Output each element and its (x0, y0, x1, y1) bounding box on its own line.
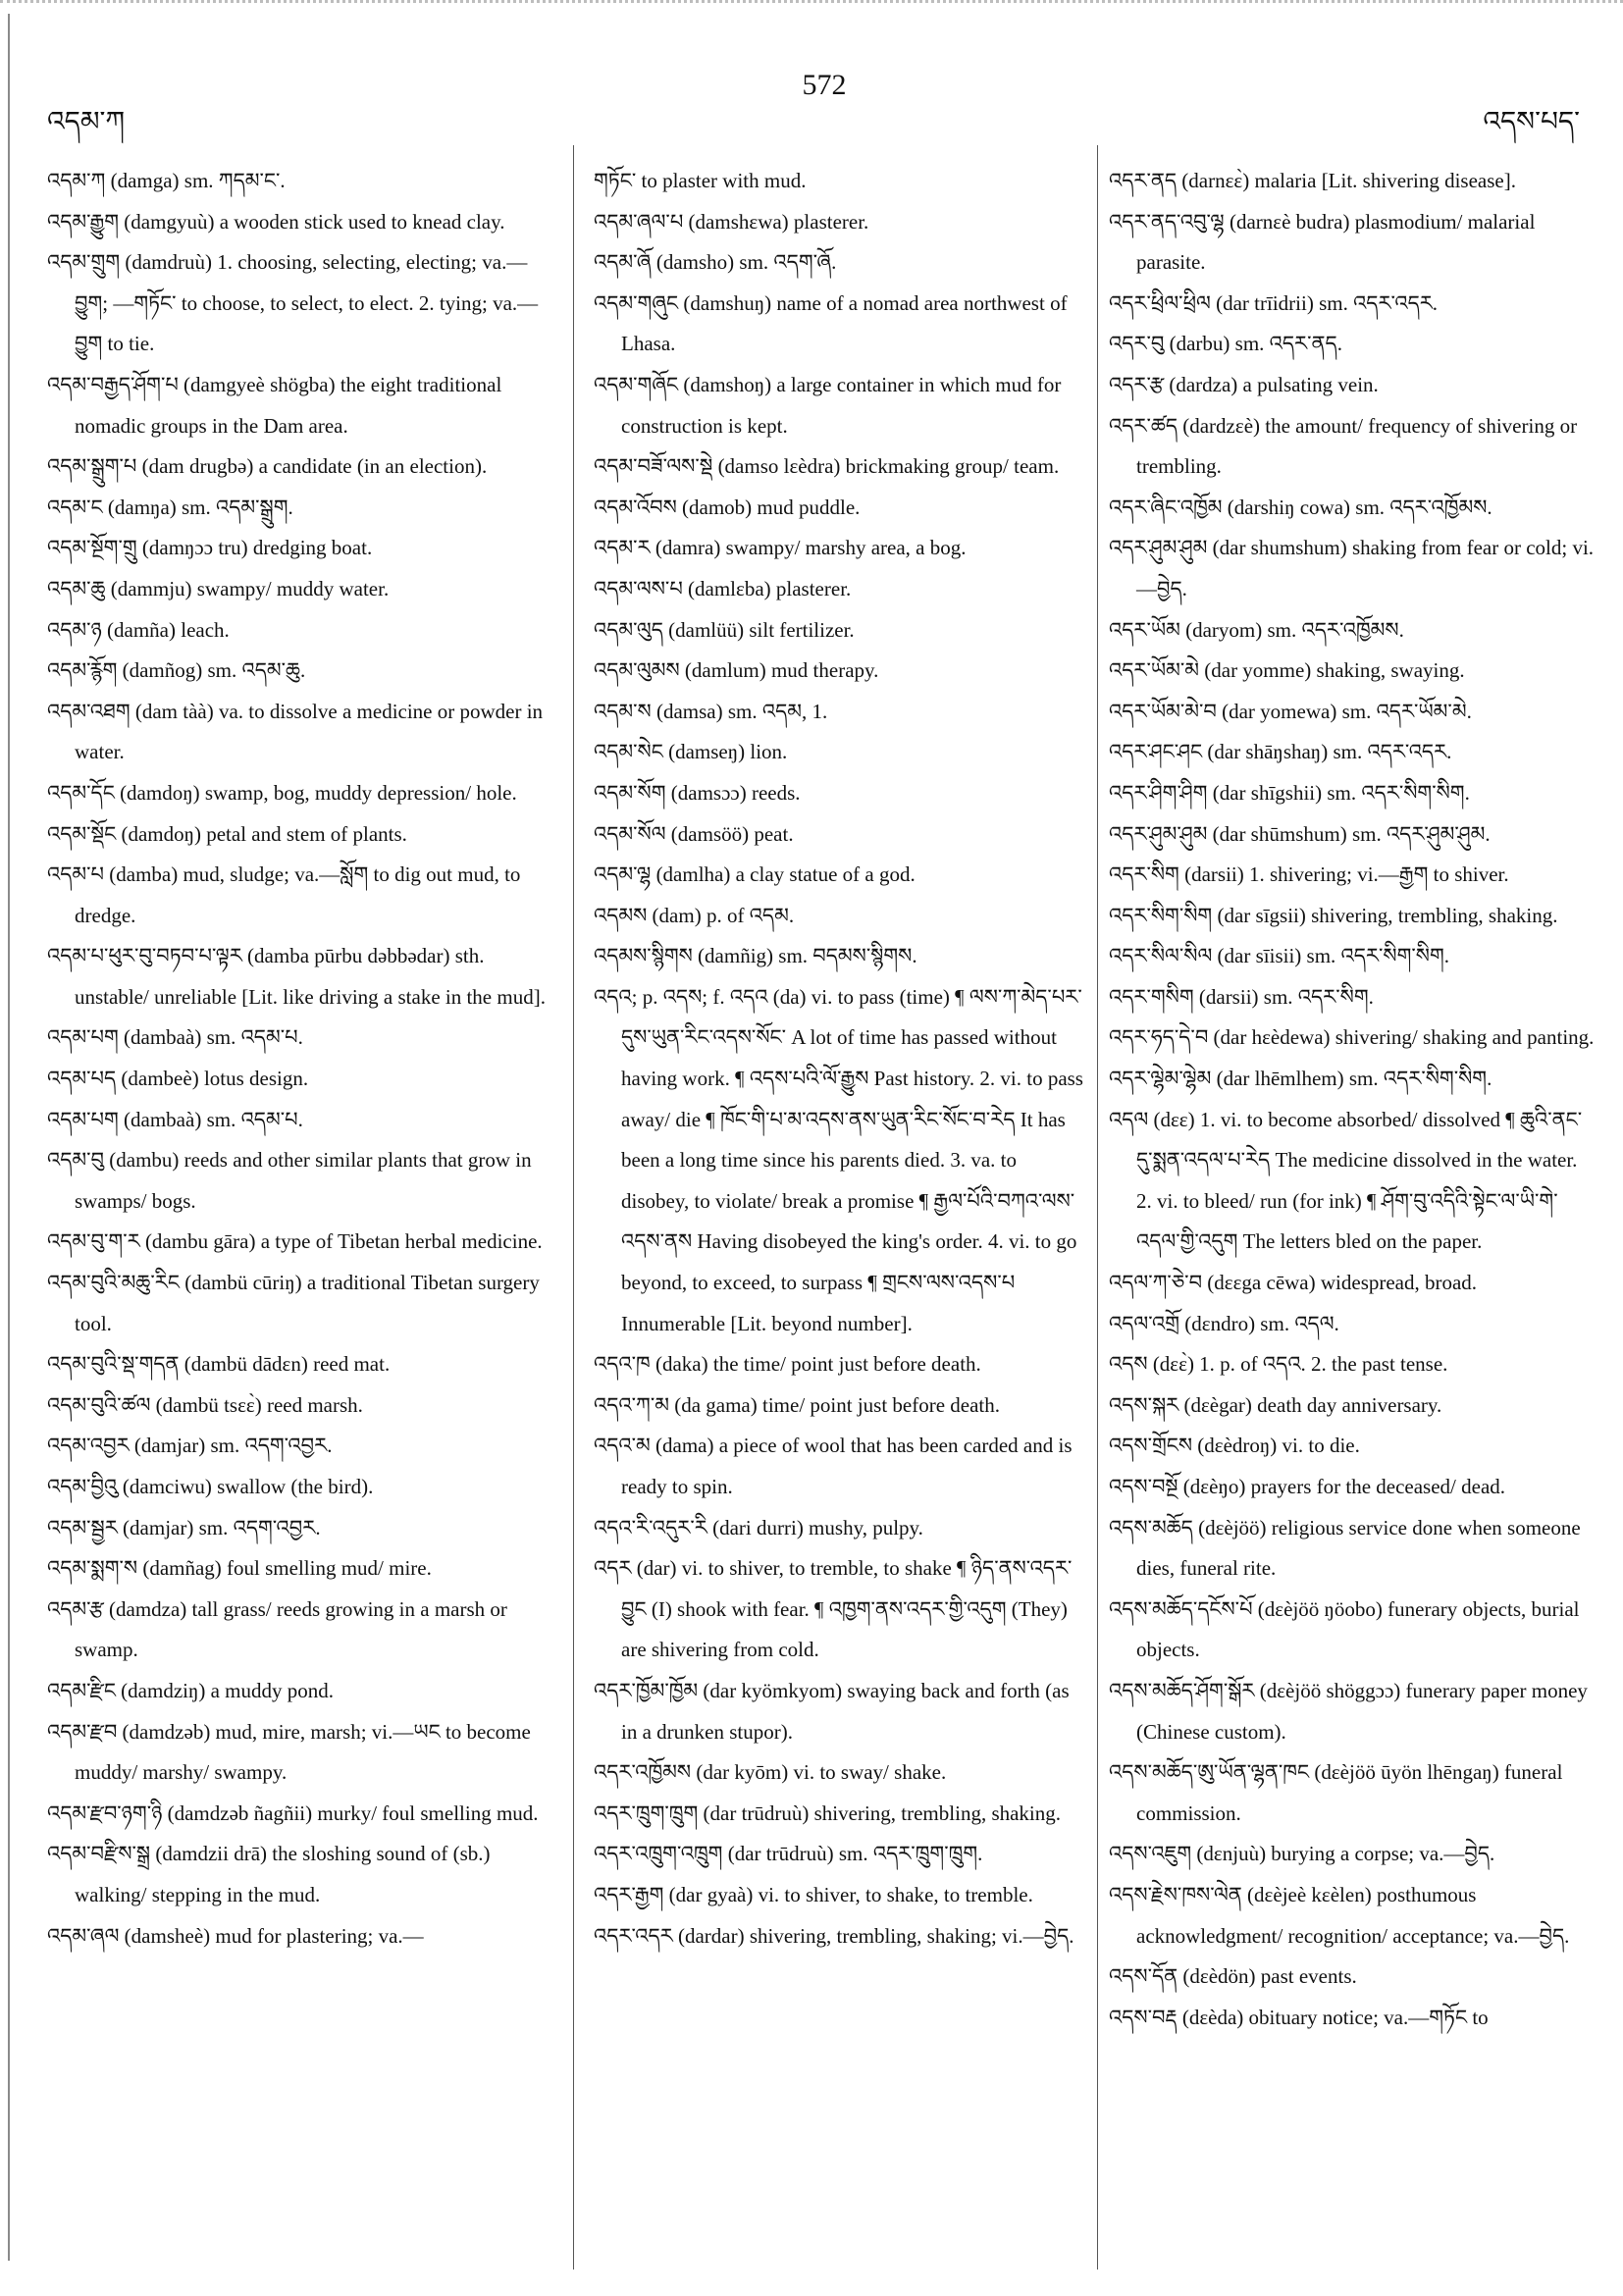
column-1 (47, 161, 557, 1957)
dictionary-entry: འདས་སྐར (dɛègar) death day anniversary. (1109, 1392, 1442, 1417)
dictionary-entry: འདམ་འབྱར (damjar) sm. འདག་འབྱར. (47, 1434, 333, 1458)
dictionary-entry: འདམ་ལུད (damlüü) silt fertilizer. (594, 617, 855, 642)
dictionary-entry: འདམ་ཀ (damga) sm. ཀདམ་ང་. (47, 169, 286, 192)
dictionary-entry: འདམ་སྔོག་གྲུ (damŋɔɔ tru) dredging boat. (47, 536, 373, 560)
dictionary-entry: འདར་ཤུམ་ཤུམ (dar shūmshum) sm. འདར་ཤུམ་ཤུམ. (1109, 821, 1491, 846)
dictionary-entry: འདའ; p. འདས; f. འདའ (da) vi. to pass (time) ¶ ལས་ཀ་མེད་པར་དུས་ཡུན་རིང་འདས་སོང་ A lot of time has passed without having work. ¶ འདས་པའི་ལོ་རྒྱུས Past history. 2. vi. to pass away/ die ¶ ཁོང་གི་པ་མ་འདས་ནས་ཡུན་རིང་སོང་བ་རེད It has been a long time since his parents died. 3. va. to disobey, to violate/ break a promise ¶ རྒྱལ་པོའི་བཀའ་ལས་འདས་ནས Having disobeyed the king's order. 4. vi. to go beyond, to exceed, to surpass ¶ གྲངས་ལས་འདས་པ Innumerable [Lit. beyond number]. (594, 984, 1083, 1335)
dictionary-entry: འདས་གྲོངས (dɛèdroŋ) vi. to die. (1109, 1434, 1360, 1458)
dictionary-entry: འདམ་དོང (damdoŋ) swamp, bog, muddy depression/ hole. (47, 780, 517, 805)
dictionary-entry: འདམ་ཞལ་པ (damshɛwa) plasterer. (594, 209, 869, 234)
dictionary-entry: འདར་རྒྱག (dar gyaà) vi. to shiver, to shake, to tremble. (594, 1882, 1033, 1906)
dictionary-entry: འདའ་མ (dama) a piece of wool that has been carded and is ready to spin. (594, 1434, 1073, 1498)
dictionary-entry: འདས་བརྡ (dɛèda) obituary notice; va.—གཏོང to (1109, 2005, 1489, 2029)
dictionary-entry: འདམ་བུ་ག་ར (dambu gāra) a type of Tibetan herbal medicine. (47, 1229, 543, 1254)
dictionary-entry: འདལ (dɛɛ) 1. vi. to become absorbed/ dissolved ¶ ཆུའི་ནང་དུ་སྨན་འདལ་པ་རེད The medicine dissolved in the water. 2. vi. to bleed/ run (for ink) ¶ ཤོག་བུ་འདིའི་སྟེང་ལ་ཡི་གེ་འདལ་གྱི་འདུག The letters bled on the paper. (1109, 1107, 1583, 1254)
dictionary-entry: འདམ་ས (damsa) sm. འདམ, 1. (594, 699, 828, 723)
dictionary-entry: འདམ་བུའི་མཆུ་རིང (dambü cūriŋ) a traditional Tibetan surgery tool. (47, 1271, 540, 1335)
dictionary-entry: འདར་སིག་སིག (dar sīgsii) shivering, trembling, shaking. (1109, 903, 1558, 927)
dictionary-entry: འདམ་ང (damŋa) sm. འདམ་སྒྲུག. (47, 495, 293, 519)
dictionary-entry: འདར་ཤུམ་ཤུམ (dar shumshum) shaking from fear or cold; vi.—བྱེད. (1109, 536, 1595, 600)
dictionary-entry: འདར་སིག (darsii) 1. shivering; vi.—རྒྱག to shiver. (1109, 862, 1509, 887)
dictionary-entry: འདམ་ལས་པ (damlɛba) plasterer. (594, 576, 852, 600)
dictionary-entry: འདམ་ལྷ (damlha) a clay statue of a god. (594, 862, 916, 887)
dictionary-entry: འདལ་ཀ་ཅེ་བ (dɛɛga cēwa) widespread, broad. (1109, 1271, 1478, 1295)
dictionary-entry: འདམ་པ་ཕུར་བུ་བཏབ་པ་ལྟར (damba pūrbu dəbbədar) sth. unstable/ unreliable [Lit. like driving a stake in the mud]. (47, 944, 546, 1009)
dictionary-entry: འདམ་པག (dambaà) sm. འདམ་པ. (47, 1107, 303, 1131)
dictionary-entry: འདར་ཧད་དེ་བ (dar hɛèdewa) shivering/ shaking and panting. (1109, 1025, 1595, 1050)
dictionary-entry: འདམ་སྒྲུག་པ (dam drugbə) a candidate (in an election). (47, 454, 488, 479)
dictionary-entry: འདར་འདར (dardar) shivering, trembling, shaking; vi.—བྱེད. (594, 1923, 1074, 1948)
scan-artifact-top (0, 0, 1623, 17)
dictionary-entry: འདར་ཞིང་འཁྱོམ (darshiŋ cowa) sm. འདར་འཁྱོམས. (1109, 495, 1492, 519)
dictionary-entry: འདམ་སྨག་ས (damñag) foul smelling mud/ mire. (47, 1556, 432, 1581)
dictionary-entry: འདས་འཇུག (dɛnjuù) burying a corpse; va.—བྱེད. (1109, 1842, 1495, 1866)
column-divider-1 (573, 145, 574, 2270)
dictionary-entry: འདས་མཆོད (dɛèjöö) religious service done when someone dies, funeral rite. (1109, 1515, 1581, 1581)
dictionary-entry: འདམ་སྡོང (damdoŋ) petal and stem of plants. (47, 821, 407, 846)
dictionary-entry: འདམ་གཞུང (damshuŋ) name of a nomad area northwest of Lhasa. (594, 290, 1068, 356)
dictionary-entry: འདར་ཁྱོམ་ཁྱོམ (dar kyömkyom) swaying back and forth (as in a drunken stupor). (594, 1678, 1070, 1744)
dictionary-entry: འདར་ཡོམ་མེ་བ (dar yomewa) sm. འདར་ཡོམ་མེ. (1109, 699, 1472, 723)
dictionary-entry: འདམ་གཞོང (damshoŋ) a large container in which mud for construction is kept. (594, 372, 1062, 438)
dictionary-entry: འདམ་བཟོ་ལས་སྡེ (damso lɛèdra) brickmaking group/ team. (594, 454, 1060, 479)
dictionary-entry: འདམ་ཆུ (dammju) swampy/ muddy water. (47, 576, 390, 600)
dictionary-entry: འདས་མཆོད་ཤོག་སྒོར (dɛèjöö shöggɔɔ) funerary paper money (Chinese custom). (1109, 1678, 1588, 1744)
dictionary-entry: འདམ་བུའི་ཚལ (dambü tsɛɛ̀) reed marsh. (47, 1392, 363, 1417)
dictionary-entry: འདས (dɛɛ̀) 1. p. of འདའ. 2. the past tense. (1109, 1352, 1448, 1377)
dictionary-entry: འདས་མཆོད་དངོས་པོ (dɛèjöö ŋöobo) funerary objects, burial objects. (1109, 1596, 1580, 1662)
dictionary-entry: འདམ་ལུམས (damlum) mud therapy. (594, 658, 879, 683)
dictionary-entry: འདམ་རྫིང (damdziŋ) a muddy pond. (47, 1678, 335, 1702)
dictionary-entry: འདར་ཤིག་ཤིག (dar shīgshii) sm. འདར་སིག་སིག. (1109, 780, 1470, 805)
dictionary-entry: འདམ་པ (damba) mud, sludge; va.—སློག to dig out mud, to dredge. (47, 862, 521, 927)
dictionary-entry: འདམ་རྩ (damdza) tall grass/ reeds growing in a marsh or swamp. (47, 1596, 507, 1662)
page-left-edge (8, 14, 10, 2261)
dictionary-entry: འདའ་ཁ (daka) the time/ point just before death. (594, 1352, 981, 1377)
dictionary-entry: འདར་ཡོམ་མེ (dar yomme) shaking, swaying. (1109, 658, 1465, 683)
dictionary-entry: འདར་ཡོམ (daryom) sm. འདར་འཁྱོམས. (1109, 617, 1404, 642)
dictionary-entry: འདམ་པད (dambeè) lotus design. (47, 1067, 309, 1091)
dictionary-entry: འདམ་སོལ (damsöö) peat. (594, 821, 794, 846)
dictionary-entry: འདར་ཤང་ཤང (dar shāŋshaŋ) sm. འདར་འདར. (1109, 740, 1452, 764)
page-number: 572 (802, 69, 847, 101)
dictionary-entry: འདམ་ཞོ (damsho) sm. འདག་ཞོ. (594, 250, 837, 275)
dictionary-entry: འདར་འཁྲུག་འཁྲུག (dar trūdruù) sm. འདར་ཁྲུག་ཁྲུག. (594, 1842, 983, 1866)
dictionary-entry: འདམ་གྲུག (damdruù) 1. choosing, selecting, electing; va.—བྱུག; —གཏོང་ to choose, to select, to elect. 2. tying; va.—བྱུག to tie. (47, 250, 539, 356)
dictionary-entry: འདར (dar) vi. to shiver, to tremble, to shake ¶ ཉིད་ནས་འདར་བྱུང (I) shook with fear. ¶ འཁྱག་ནས་འདར་གྱི་འདུག (They) are shivering from cold. (594, 1556, 1073, 1662)
column-divider-2 (1097, 145, 1098, 2270)
running-head-left: འདམ་ཀ (47, 107, 126, 137)
dictionary-entry: འདམ་སྦྱར (damjar) sm. འདག་འབྱར. (47, 1515, 321, 1539)
dictionary-entry: འདར་རྩ (dardza) a pulsating vein. (1109, 372, 1379, 396)
dictionary-entry: འདམ་ཞལ (damsheè) mud for plastering; va.— (47, 1923, 424, 1948)
dictionary-entry: འདར་ཚད (dardzɛè) the amount/ frequency of shivering or trembling. (1109, 413, 1578, 479)
dictionary-entry: འདམ་སེང (damseŋ) lion. (594, 740, 788, 764)
dictionary-entry: འདར་བུ (darbu) sm. འདར་ནད. (1109, 332, 1342, 356)
dictionary-entry: འདམ་བརྒྱད་ཤོག་པ (damgyeè shögba) the eight traditional nomadic groups in the Dam area. (47, 372, 502, 438)
dictionary-entry: འདར་ནད་འབུ་ལྷ (darnɛè budra) plasmodium/ malarial parasite. (1109, 209, 1536, 275)
dictionary-entry: འདར་ཁྲུག་ཁྲུག (dar trūdruù) shivering, trembling, shaking. (594, 1800, 1062, 1825)
dictionary-entry: གཏོང་ to plaster with mud. (594, 169, 807, 192)
running-head-right: འདས་པད་ (1483, 107, 1580, 137)
dictionary-entry: འདམས་སྙིགས (damñig) sm. བདམས་སྙིགས. (594, 944, 917, 968)
dictionary-entry: འདར་སིལ་སིལ (dar sīisii) sm. འདར་སིག་སིག. (1109, 944, 1449, 968)
dictionary-entry: འདམ་རྙོག (damñog) sm. འདམ་ཆུ. (47, 658, 306, 683)
dictionary-entry: འདམ་རྫབ་ཉག་ཉི (damdzəb ñagñii) murky/ foul smelling mud. (47, 1800, 539, 1825)
dictionary-entry: འདམ་ར (damra) swampy/ marshy area, a bog. (594, 536, 967, 560)
dictionary-entry: འདམས (dam) p. of འདམ. (594, 903, 795, 927)
dictionary-entry: འདར་འཁྱོམས (dar kyōm) vi. to sway/ shake. (594, 1760, 947, 1785)
dictionary-entry: འདམ་རྒྱུག (damgyuù) a wooden stick used to knead clay. (47, 209, 505, 234)
dictionary-entry: འདམ་པག (dambaà) sm. འདམ་པ. (47, 1025, 303, 1050)
dictionary-entry: འདམ་བྱིའུ (damciwu) swallow (the bird). (47, 1475, 374, 1498)
dictionary-entry: འདས་མཆོད་ཨུ་ཡོན་ལྷན་ཁང (dɛèjöö ūyön lhēngaŋ) funeral commission. (1109, 1760, 1563, 1825)
dictionary-entry: འདར་ཕྲིལ་ཕྲིལ (dar trīidrii) sm. འདར་འདར. (1109, 290, 1439, 315)
dictionary-entry: འདས་བསྔོ (dɛèŋo) prayers for the deceased/ dead. (1109, 1475, 1506, 1498)
dictionary-entry: འདའ་རི་འདུར་རི (dari durri) mushy, pulpy. (594, 1515, 923, 1539)
dictionary-entry: འདར་གསིག (darsii) sm. འདར་སིག. (1109, 984, 1374, 1009)
dictionary-entry: འདའ་ཀ་མ (da gama) time/ point just before death. (594, 1392, 1001, 1417)
dictionary-entry: འདམ་སོག (damsɔɔ) reeds. (594, 780, 801, 805)
dictionary-entry: འདར་ནད (darnɛɛ̀) malaria [Lit. shivering disease]. (1109, 169, 1516, 192)
dictionary-entry: འདས་རྗེས་ཁས་ལེན (dɛèjeè kɛèlen) posthumous acknowledgment/ recognition/ acceptance; va.—བྱེད. (1109, 1882, 1570, 1948)
dictionary-entry: འདས་དོན (dɛèdön) past events. (1109, 1964, 1357, 1989)
dictionary-entry: འདམ་རྫབ (damdzəb) mud, mire, marsh; vi.—ཡང to become muddy/ marshy/ swampy. (47, 1719, 531, 1785)
dictionary-entry: འདལ་འགྲོ (dɛndro) sm. འདལ. (1109, 1311, 1339, 1335)
dictionary-entry: འདམ་ཉ (damña) leach. (47, 617, 230, 642)
dictionary-entry: འདམ་འོབས (damob) mud puddle. (594, 495, 861, 519)
dictionary-entry: འདམ་བུ (dambu) reeds and other similar plants that grow in swamps/ bogs. (47, 1148, 532, 1213)
column-3 (1109, 161, 1595, 2038)
column-2 (594, 161, 1084, 1957)
dictionary-entry: འདམ་འཐག (dam tàà) va. to dissolve a medicine or powder in water. (47, 699, 544, 764)
dictionary-entry: འདར་ལྷེམ་ལྷེམ (dar lhēmlhem) sm. འདར་སིག་སིག. (1109, 1067, 1492, 1091)
dictionary-entry: འདམ་བུའི་སྡ་གདན (dambü dādɛn) reed mat. (47, 1352, 391, 1377)
dictionary-entry: འདམ་བརྫིས་སྒྲ (damdzii drā) the sloshing sound of (sb.) walking/ stepping in the mud. (47, 1842, 491, 1906)
